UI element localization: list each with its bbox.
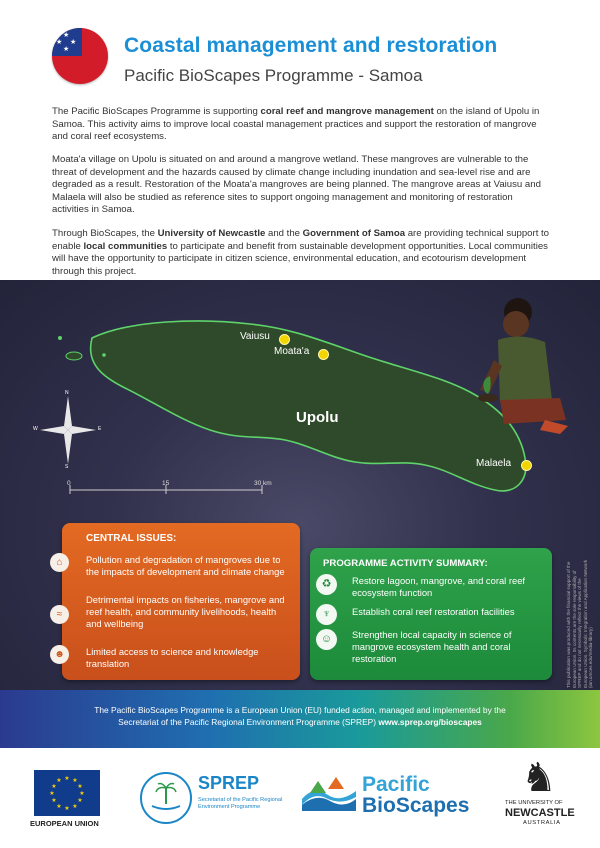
svg-text:★: ★ xyxy=(77,783,83,790)
svg-text:★: ★ xyxy=(72,803,78,810)
text-span: on the island of Upolu in Samoa. This activity aims to improve local coastal management practices and support the restoration of mangrove and coral reef ecosystems. xyxy=(52,106,540,143)
intro-paragraph-2: Moata'a village on Upolu is situated on and around a mangrove wetland. These mangroves are vulnerable to the threat of development and the hazards caused by climate change including inundation and sea-level rise and are degraded as a result. Restoration of the Moata'a mangroves are being planned. The mangrove areas at Vaiusu and Malaela will also be studied as reference sites to support ongoing management and monitoring of restoration activities in Samoa. xyxy=(52,154,541,216)
activity-summary-panel xyxy=(310,548,552,680)
sprep-logo-name: SPREP xyxy=(198,773,260,793)
place-label-vaiusu: Vaiusu xyxy=(240,331,270,342)
compass-south-label: S xyxy=(65,464,69,470)
islet-shape xyxy=(58,336,62,340)
sprep-logo-subtitle: Secretariat of the Pacific Regional Environment Programme xyxy=(198,797,283,810)
intro-paragraph-1 xyxy=(52,106,552,144)
capacity-icon: ☺ xyxy=(316,629,337,650)
bold-span: local communities xyxy=(83,240,168,252)
fish-icon: ≈ xyxy=(50,605,69,624)
svg-text:★: ★ xyxy=(49,790,55,797)
logo-line: BioScapes xyxy=(362,794,470,817)
issue-item: Pollution and degradation of mangroves due to the impacts of development and climate change xyxy=(86,554,285,577)
islet-shape xyxy=(66,352,82,360)
pollution-icon: ⌂ xyxy=(50,553,69,572)
bold-span: University of Newcastle xyxy=(157,228,266,239)
star-icon: ★ xyxy=(63,46,70,53)
svg-text:★: ★ xyxy=(51,797,57,804)
text-span: The Pacific BioScapes Programme is supporting xyxy=(52,106,261,117)
compass-east-label: E xyxy=(98,426,102,432)
scale-tick-label: 15 xyxy=(162,480,170,487)
svg-text:★: ★ xyxy=(64,805,70,812)
issue-item: Limited access to science and knowledge translation xyxy=(86,646,259,669)
svg-text:★: ★ xyxy=(77,797,83,804)
samoa-flag-icon xyxy=(52,28,108,84)
eu-flag-logo xyxy=(34,770,100,816)
pacific-bioscapes-logo-name xyxy=(362,774,469,816)
text-span: Through BioScapes, the xyxy=(52,228,158,239)
central-issues-heading: CENTRAL ISSUES: xyxy=(86,533,177,544)
newcastle-logo-line: THE UNIVERSITY OF xyxy=(505,800,563,806)
location-marker xyxy=(279,334,290,345)
island-label: Upolu xyxy=(296,409,339,426)
star-icon: ★ xyxy=(63,32,70,39)
scale-tick-label: 30 km xyxy=(254,480,272,487)
star-icon: ★ xyxy=(70,39,77,46)
text-span: to participate and benefit from sustainable development opportunities. Local communities will have the opportunity to participate in citizen science, environmental education, and ecotourism development through this project. xyxy=(52,240,548,277)
newcastle-seahorse-icon: ♞ xyxy=(521,756,557,800)
text-span: are providing technical support to enable xyxy=(52,228,550,252)
newcastle-logo-line: AUSTRALIA xyxy=(523,820,561,826)
location-marker xyxy=(521,460,532,471)
place-label-moataa: Moata'a xyxy=(274,346,310,357)
activity-item: Strengthen local capacity in science of mangrove ecosystem health and coral restoration xyxy=(352,629,512,664)
funding-line-2 xyxy=(40,716,560,729)
location-marker xyxy=(318,349,329,360)
place-label-malaela: Malaela xyxy=(476,458,512,469)
scale-tick-label: 0 xyxy=(67,480,71,487)
intro-paragraph-3 xyxy=(52,228,552,278)
svg-text:★: ★ xyxy=(79,790,85,797)
text-span: and the xyxy=(265,228,303,239)
newcastle-logo-name: NEWCASTLE xyxy=(505,807,575,819)
community-icon: ☻ xyxy=(50,645,69,664)
svg-text:★: ★ xyxy=(56,777,62,784)
compass-north-label: N xyxy=(65,390,69,396)
website-link[interactable]: www.sprep.org/bioscapes xyxy=(378,717,482,727)
svg-text:★: ★ xyxy=(64,775,70,782)
svg-text:★: ★ xyxy=(72,777,78,784)
page-subtitle: Pacific BioScapes Programme - Samoa xyxy=(124,66,423,85)
bold-span: Government of Samoa xyxy=(302,228,406,239)
activity-item: Restore lagoon, mangrove, and coral reef ecosystem function xyxy=(352,575,526,598)
compass-west-label: W xyxy=(33,426,38,432)
funding-band xyxy=(0,690,600,748)
islet-shape xyxy=(102,353,106,357)
page-title: Coastal management and restoration xyxy=(124,34,498,57)
funding-line-1: The Pacific BioScapes Programme is a European Union (EU) funded action, managed and implemented by the xyxy=(94,705,506,715)
central-issues-panel xyxy=(62,523,300,680)
pacific-bioscapes-emblem-icon xyxy=(300,775,358,811)
eu-stars-icon xyxy=(34,770,100,816)
logo-line: Pacific xyxy=(362,773,430,796)
bold-span: coral reef and mangrove management xyxy=(260,106,434,117)
compass-rose-icon xyxy=(40,396,96,464)
coral-icon: ♆ xyxy=(316,604,337,625)
svg-text:★: ★ xyxy=(56,803,62,810)
activity-item: Establish coral reef restoration facilities xyxy=(352,606,515,617)
ecosystem-icon: ♻ xyxy=(316,574,337,595)
text-span: Secretariat of the Pacific Regional Environment Programme (SPREP) xyxy=(118,717,379,727)
star-icon: ★ xyxy=(56,39,63,46)
svg-text:★: ★ xyxy=(51,783,57,790)
eu-logo-label: EUROPEAN UNION xyxy=(30,819,99,828)
activity-summary-heading: PROGRAMME ACTIVITY SUMMARY: xyxy=(323,558,488,569)
issue-item: Detrimental impacts on fisheries, mangrove and reef health, and community livelihoods, health and wellbeing xyxy=(86,594,285,629)
sprep-emblem-icon xyxy=(140,772,192,824)
disclaimer-text: This publication was produced with the financial support of the European Union. Its contents are the sole responsibility of SPREP and do not necessarily reflect the views of the European Union. Symbols: Integration and Application Network (ian.umces.edu/media-library) xyxy=(566,559,593,688)
